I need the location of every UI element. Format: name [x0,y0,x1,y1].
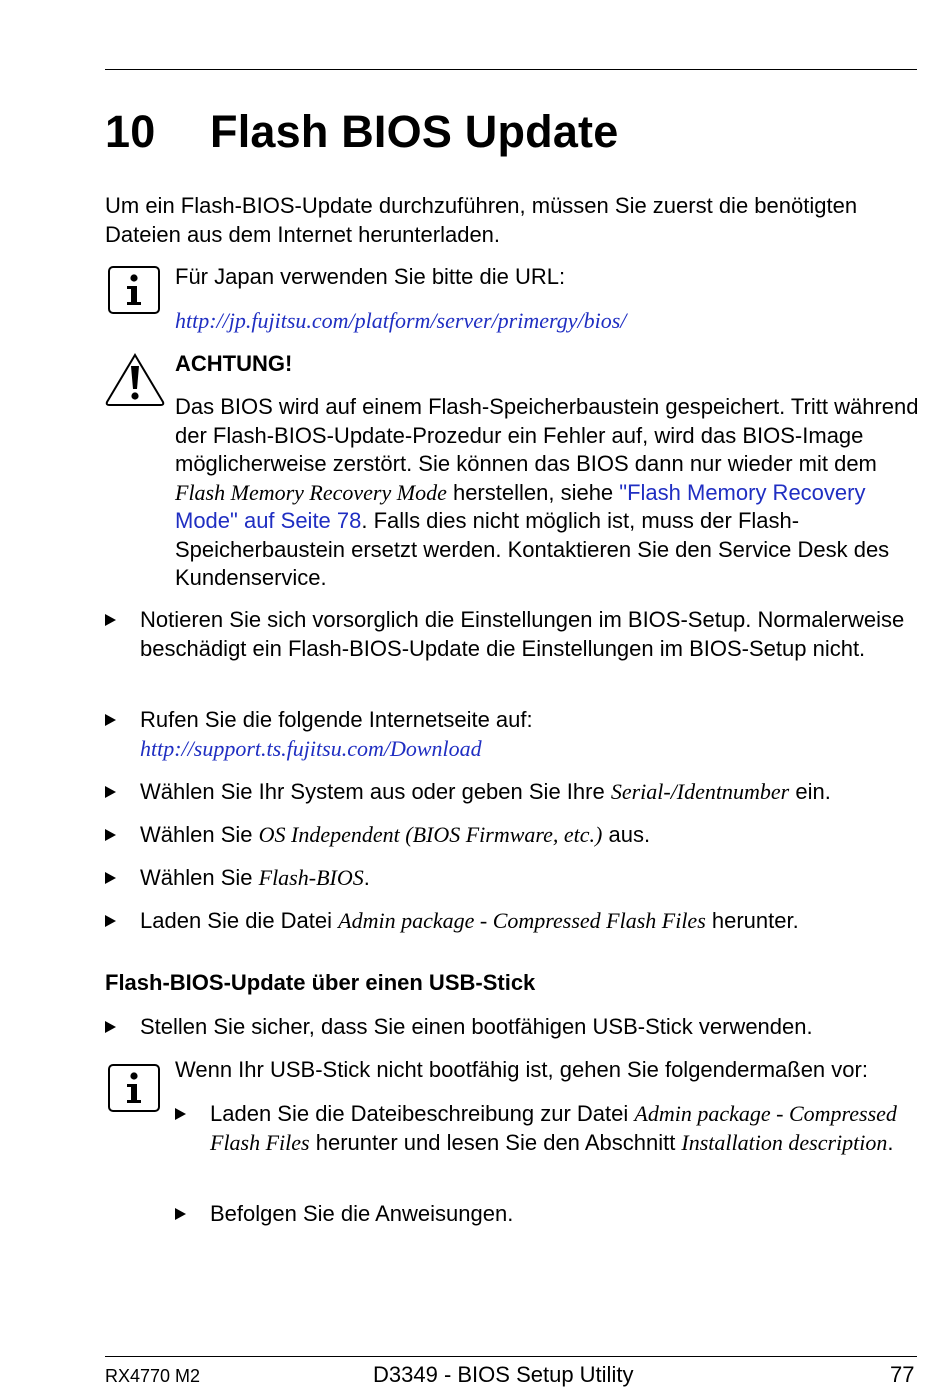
step-bootable-usb: Stellen Sie sicher, dass Sie einen bootfähigen USB-Stick verwenden. [140,1013,915,1042]
triangle-bullet-icon [105,714,116,726]
caution-title: ACHTUNG! [175,351,293,376]
chapter-heading-text: Flash BIOS Update [210,106,619,157]
chapter-title [105,106,618,158]
triangle-bullet-icon [105,786,116,798]
intro-paragraph: Um ein Flash-BIOS-Update durchzuführen, müssen Sie zuerst die benötigten Dateien aus dem Internet herunterladen. [105,193,858,247]
step-download-file: Laden Sie die Datei Admin package - Compressed Flash Files herunter. [140,907,910,936]
japan-url-link[interactable]: http://jp.fujitsu.com/platform/server/primergy/bios/ [175,308,627,333]
triangle-bullet-icon [105,915,116,927]
warning-icon [104,352,166,413]
chapter-number: 10 [105,106,156,157]
step-note-settings: Notieren Sie sich vorsorglich die Einstellungen im BIOS-Setup. Normalerweise beschädigt ein Flash-BIOS-Update die Einstellungen im BIOS-Setup nicht. [140,606,910,663]
recovery-mode-link[interactable]: "Flash Memory Recovery Mode" auf Seite 78 [175,479,866,533]
support-url-link[interactable]: http://support.ts.fujitsu.com/Download [140,735,482,761]
step-open-website: Rufen Sie die folgende Internetseite auf: http://support.ts.fujitsu.com/Download [140,706,910,763]
substep-download-description: Laden Sie die Dateibeschreibung zur Datei Admin package - Compressed Flash Files herunter und lesen Sie den Abschnitt Installation description. [210,1100,910,1157]
triangle-bullet-icon [105,1021,116,1033]
triangle-bullet-icon [105,872,116,884]
caution-body: Das BIOS wird auf einem Flash-Speicherbaustein gespeichert. Tritt während der Flash-BIOS-Update-Prozedur ein Fehler auf, wird das BIOS-Image möglicherweise zerstört. Sie können das BIOS dann nur wieder mit dem Flash Memory Recovery Mode herstellen, siehe "Flash Memory Recovery Mode" auf Seite 78. Falls dies nicht möglich ist, muss der Flash-Speicherbaustein ersetzt werden. Kontaktieren Sie den Service Desk des Kundenservice. [175,394,919,590]
triangle-bullet-icon [175,1108,186,1120]
step-select-os: Wählen Sie OS Independent (BIOS Firmware, etc.) aus. [140,821,910,850]
header-rule [105,69,917,70]
usb-section-heading: Flash-BIOS-Update über einen USB-Stick [105,970,536,995]
info-icon [108,266,160,314]
triangle-bullet-icon [105,614,116,626]
step-select-system: Wählen Sie Ihr System aus oder geben Sie Ihre Serial-/Identnumber ein. [140,778,910,807]
footer-document-title: D3349 - BIOS Setup Utility [373,1362,634,1387]
footer-rule [105,1356,917,1357]
footer-model: RX4770 M2 [105,1366,201,1386]
substep-follow-instructions: Befolgen Sie die Anweisungen. [210,1200,910,1229]
usb-note-text: Wenn Ihr USB-Stick nicht bootfähig ist, gehen Sie folgendermaßen vor: [175,1057,868,1082]
note-japan-text: Für Japan verwenden Sie bitte die URL: [175,264,566,289]
step-select-flash-bios: Wählen Sie Flash-BIOS. [140,864,910,893]
info-icon [108,1064,160,1112]
recovery-mode-term: Flash Memory Recovery Mode [175,479,447,505]
triangle-bullet-icon [175,1208,186,1220]
triangle-bullet-icon [105,829,116,841]
footer-page-number: 77 [890,1362,915,1387]
